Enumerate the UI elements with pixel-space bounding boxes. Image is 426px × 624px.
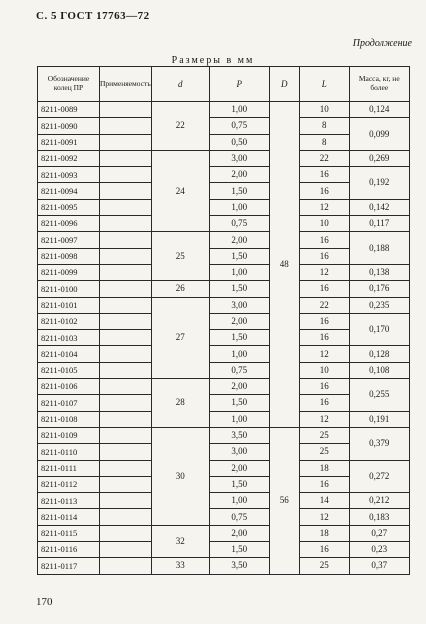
cell-p: 1,00: [209, 346, 269, 362]
cell-code: 8211-0108: [38, 411, 100, 427]
cell-application: [100, 183, 152, 199]
cell-p: 1,50: [209, 330, 269, 346]
cell-mass: 0,192: [349, 167, 409, 200]
cell-d: 22: [151, 102, 209, 151]
cell-code: 8211-0100: [38, 281, 100, 297]
cell-mass: 0,170: [349, 313, 409, 346]
cell-L: 12: [299, 346, 349, 362]
cell-mass: 0,235: [349, 297, 409, 313]
cell-code: 8211-0104: [38, 346, 100, 362]
cell-p: 1,00: [209, 264, 269, 280]
spec-table: [37, 66, 410, 575]
cell-code: 8211-0093: [38, 167, 100, 183]
cell-mass: 0,37: [349, 558, 409, 574]
cell-code: 8211-0110: [38, 444, 100, 460]
cell-p: 1,50: [209, 542, 269, 558]
cell-code: 8211-0090: [38, 118, 100, 134]
table-row: [38, 297, 410, 313]
cell-L: 16: [299, 281, 349, 297]
cell-d: 26: [151, 281, 209, 297]
cell-code: 8211-0115: [38, 525, 100, 541]
header-p: P: [209, 67, 269, 102]
cell-code: 8211-0109: [38, 427, 100, 443]
cell-application: [100, 134, 152, 150]
cell-L: 8: [299, 134, 349, 150]
table-row: [38, 118, 410, 134]
cell-d: 24: [151, 150, 209, 231]
cell-L: 16: [299, 476, 349, 492]
table-row: [38, 313, 410, 329]
table-row: [38, 411, 410, 427]
cell-p: 1,00: [209, 411, 269, 427]
cell-p: 3,00: [209, 150, 269, 166]
cell-p: 2,00: [209, 313, 269, 329]
cell-application: [100, 216, 152, 232]
cell-code: 8211-0097: [38, 232, 100, 248]
cell-application: [100, 558, 152, 574]
cell-code: 8211-0095: [38, 199, 100, 215]
table-row: [38, 427, 410, 443]
cell-p: 0,75: [209, 216, 269, 232]
cell-D: 48: [269, 102, 299, 428]
cell-code: 8211-0091: [38, 134, 100, 150]
cell-p: 0,75: [209, 118, 269, 134]
cell-application: [100, 102, 152, 118]
cell-L: 8: [299, 118, 349, 134]
cell-mass: 0,212: [349, 493, 409, 509]
table-row: [38, 281, 410, 297]
cell-application: [100, 460, 152, 476]
cell-L: 12: [299, 264, 349, 280]
cell-p: 1,00: [209, 102, 269, 118]
table-row: [38, 525, 410, 541]
cell-mass: 0,108: [349, 362, 409, 378]
cell-application: [100, 542, 152, 558]
cell-L: 14: [299, 493, 349, 509]
cell-mass: 0,138: [349, 264, 409, 280]
cell-code: 8211-0102: [38, 313, 100, 329]
cell-p: 1,50: [209, 476, 269, 492]
table-row: [38, 542, 410, 558]
cell-code: 8211-0114: [38, 509, 100, 525]
cell-code: 8211-0096: [38, 216, 100, 232]
cell-p: 0,75: [209, 362, 269, 378]
cell-L: 16: [299, 542, 349, 558]
cell-mass: 0,188: [349, 232, 409, 265]
cell-mass: 0,117: [349, 216, 409, 232]
cell-application: [100, 509, 152, 525]
header-mass: Масса, кг, не более: [349, 67, 409, 102]
table-header-row: [38, 67, 410, 102]
cell-p: 2,00: [209, 460, 269, 476]
table-caption: Размеры в мм: [171, 55, 255, 66]
cell-L: 10: [299, 102, 349, 118]
page-number: 170: [36, 596, 53, 608]
cell-code: 8211-0094: [38, 183, 100, 199]
cell-application: [100, 150, 152, 166]
table-row: [38, 509, 410, 525]
cell-d: 30: [151, 427, 209, 525]
cell-L: 22: [299, 150, 349, 166]
table-row: [38, 379, 410, 395]
table-row: [38, 460, 410, 476]
cell-code: 8211-0111: [38, 460, 100, 476]
cell-mass: 0,128: [349, 346, 409, 362]
cell-application: [100, 427, 152, 443]
cell-L: 12: [299, 199, 349, 215]
cell-application: [100, 411, 152, 427]
cell-application: [100, 167, 152, 183]
cell-mass: 0,23: [349, 542, 409, 558]
cell-application: [100, 313, 152, 329]
table-row: [38, 150, 410, 166]
cell-application: [100, 362, 152, 378]
cell-application: [100, 379, 152, 395]
cell-code: 8211-0112: [38, 476, 100, 492]
cell-code: 8211-0116: [38, 542, 100, 558]
cell-mass: 0,183: [349, 509, 409, 525]
cell-application: [100, 232, 152, 248]
cell-mass: 0,176: [349, 281, 409, 297]
cell-L: 16: [299, 395, 349, 411]
cell-p: 2,00: [209, 167, 269, 183]
cell-L: 25: [299, 444, 349, 460]
header-d: d: [151, 67, 209, 102]
cell-p: 2,00: [209, 379, 269, 395]
cell-p: 3,00: [209, 297, 269, 313]
cell-mass: 0,124: [349, 102, 409, 118]
continuation-label: Продолжение: [352, 38, 412, 49]
cell-L: 16: [299, 183, 349, 199]
cell-d: 28: [151, 379, 209, 428]
cell-code: 8211-0098: [38, 248, 100, 264]
cell-code: 8211-0101: [38, 297, 100, 313]
cell-L: 12: [299, 509, 349, 525]
cell-L: 10: [299, 362, 349, 378]
cell-mass: 0,255: [349, 379, 409, 412]
cell-application: [100, 264, 152, 280]
cell-d: 25: [151, 232, 209, 281]
header-D: D: [269, 67, 299, 102]
cell-code: 8211-0106: [38, 379, 100, 395]
table-row: [38, 558, 410, 574]
cell-L: 18: [299, 525, 349, 541]
cell-code: 8211-0105: [38, 362, 100, 378]
cell-p: 0,75: [209, 509, 269, 525]
header-L: L: [299, 67, 349, 102]
cell-mass: 0,142: [349, 199, 409, 215]
cell-code: 8211-0089: [38, 102, 100, 118]
cell-p: 3,50: [209, 427, 269, 443]
table-row: [38, 232, 410, 248]
cell-L: 16: [299, 167, 349, 183]
header-code: Обозначение колец ПР: [38, 67, 100, 102]
cell-p: 2,00: [209, 525, 269, 541]
table-row: [38, 199, 410, 215]
cell-p: 1,00: [209, 493, 269, 509]
cell-L: 22: [299, 297, 349, 313]
cell-mass: 0,379: [349, 427, 409, 460]
table-row: [38, 346, 410, 362]
cell-code: 8211-0107: [38, 395, 100, 411]
cell-application: [100, 395, 152, 411]
cell-p: 1,50: [209, 183, 269, 199]
cell-L: 16: [299, 313, 349, 329]
cell-code: 8211-0099: [38, 264, 100, 280]
table-row: [38, 167, 410, 183]
table-row: [38, 493, 410, 509]
header-application: Применяемость: [100, 67, 152, 102]
table-row: [38, 216, 410, 232]
cell-d: 33: [151, 558, 209, 574]
cell-d: 32: [151, 525, 209, 558]
cell-mass: 0,099: [349, 118, 409, 151]
cell-L: 16: [299, 379, 349, 395]
cell-d: 27: [151, 297, 209, 378]
cell-p: 3,00: [209, 444, 269, 460]
cell-application: [100, 444, 152, 460]
cell-application: [100, 118, 152, 134]
cell-code: 8211-0113: [38, 493, 100, 509]
cell-p: 1,50: [209, 395, 269, 411]
cell-p: 2,00: [209, 232, 269, 248]
cell-mass: 0,191: [349, 411, 409, 427]
table-row: [38, 362, 410, 378]
cell-D: 56: [269, 427, 299, 574]
table-row: [38, 102, 410, 118]
cell-code: 8211-0117: [38, 558, 100, 574]
cell-L: 10: [299, 216, 349, 232]
cell-mass: 0,269: [349, 150, 409, 166]
cell-application: [100, 525, 152, 541]
cell-code: 8211-0103: [38, 330, 100, 346]
cell-p: 1,50: [209, 281, 269, 297]
table-row: [38, 264, 410, 280]
cell-L: 25: [299, 427, 349, 443]
cell-p: 1,00: [209, 199, 269, 215]
cell-p: 0,50: [209, 134, 269, 150]
cell-mass: 0,27: [349, 525, 409, 541]
cell-application: [100, 476, 152, 492]
cell-application: [100, 199, 152, 215]
page-header: С. 5 ГОСТ 17763—72: [36, 10, 150, 22]
cell-application: [100, 330, 152, 346]
cell-L: 18: [299, 460, 349, 476]
cell-L: 16: [299, 232, 349, 248]
cell-code: 8211-0092: [38, 150, 100, 166]
cell-L: 16: [299, 248, 349, 264]
cell-application: [100, 297, 152, 313]
cell-application: [100, 346, 152, 362]
cell-L: 12: [299, 411, 349, 427]
cell-p: 1,50: [209, 248, 269, 264]
cell-application: [100, 281, 152, 297]
cell-mass: 0,272: [349, 460, 409, 493]
cell-application: [100, 248, 152, 264]
cell-p: 3,50: [209, 558, 269, 574]
cell-L: 16: [299, 330, 349, 346]
cell-application: [100, 493, 152, 509]
cell-L: 25: [299, 558, 349, 574]
